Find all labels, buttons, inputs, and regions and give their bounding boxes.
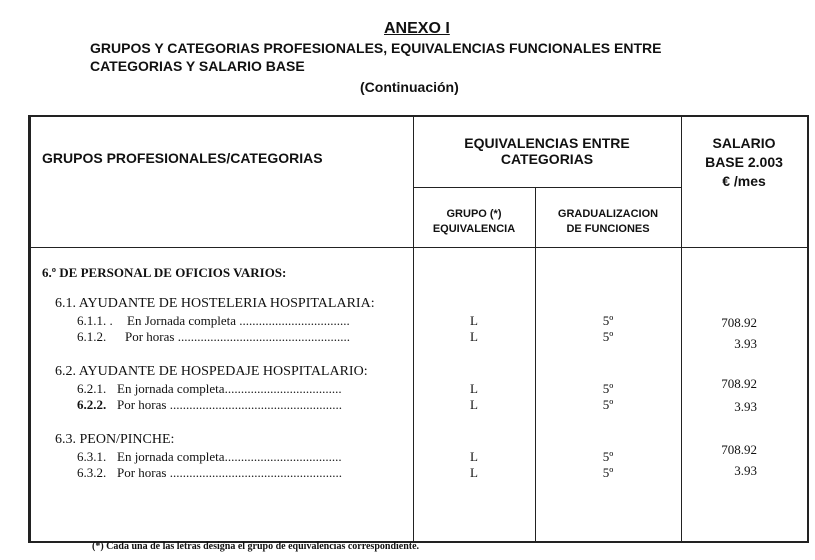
header-grupo (413, 207, 535, 237)
gradualizacion-value: 5º (602, 313, 614, 328)
section-title: 6.º DE PERSONAL DE OFICIOS VARIOS: (42, 265, 287, 280)
grupo-equivalencia-value: L (470, 397, 478, 412)
header-bottom-divider (28, 247, 809, 248)
category-number: 6.1.1. . (77, 313, 113, 328)
salary-value: 708.92 (721, 315, 757, 330)
category-number: 6.3.1. (77, 449, 107, 464)
header-equiv-line2: CATEGORIAS (500, 151, 594, 167)
header-equivalencias (413, 135, 681, 167)
column-divider (535, 187, 536, 543)
category-label: En jornada completa.................................... (117, 381, 342, 396)
category-number: 6.2.1. (77, 381, 107, 396)
salary-value: 708.92 (721, 442, 757, 457)
category-group-title: 6.2. AYUDANTE DE HOSPEDAJE HOSPITALARIO: (55, 364, 368, 379)
gradualizacion-value: 5º (602, 381, 614, 396)
header-gradualizacion (535, 207, 681, 237)
category-label: Por horas ..................................................... (117, 397, 342, 412)
header-divider (413, 187, 681, 188)
header-salary (681, 134, 807, 191)
grupo-equivalencia-value: L (470, 381, 478, 396)
category-group-title: 6.1. AYUDANTE DE HOSTELERIA HOSPITALARIA: (55, 296, 375, 311)
footnote: (*) Cada una de las letras designa el grupo de equivalencias correspondiente. (92, 541, 420, 552)
header-grad-line1: GRADUALIZACION (557, 208, 659, 220)
header-grupo-line1: GRUPO (*) (446, 208, 502, 220)
header-equiv-line1: EQUIVALENCIAS ENTRE (464, 135, 630, 151)
table-border-left (28, 115, 31, 543)
header-salary-line1: SALARIO (712, 135, 776, 151)
subtitle-line-1: GRUPOS Y CATEGORIAS PROFESIONALES, EQUIVALENCIAS FUNCIONALES ENTRE (90, 40, 662, 56)
table-border-top (28, 115, 809, 117)
header-grad-line2: DE FUNCIONES (566, 223, 650, 235)
table-border-right (807, 115, 809, 543)
annex-title: ANEXO I (384, 20, 450, 37)
category-label: Por horas ..................................................... (125, 329, 350, 344)
header-salary-line3: € /mes (722, 173, 766, 189)
grupo-equivalencia-value: L (470, 329, 478, 344)
salary-value: 3.93 (734, 336, 757, 351)
grupo-equivalencia-value: L (470, 449, 478, 464)
category-number: 6.2.2. (77, 397, 107, 412)
grupo-equivalencia-value: L (470, 313, 478, 328)
gradualizacion-value: 5º (602, 465, 614, 480)
continuation-label: (Continuación) (360, 79, 459, 95)
category-label: En Jornada completa .................................. (127, 313, 350, 328)
gradualizacion-value: 5º (602, 329, 614, 344)
header-grupo-line2: EQUIVALENCIA (432, 223, 516, 235)
category-number: 6.3.2. (77, 465, 107, 480)
subtitle-line-2: CATEGORIAS Y SALARIO BASE (90, 58, 305, 74)
grupo-equivalencia-value: L (470, 465, 478, 480)
category-number: 6.1.2. (77, 329, 107, 344)
category-label: Por horas ..................................................... (117, 465, 342, 480)
salary-value: 3.93 (734, 399, 757, 414)
header-groups: GRUPOS PROFESIONALES/CATEGORIAS (42, 150, 323, 166)
salary-value: 708.92 (721, 376, 757, 391)
salary-value: 3.93 (734, 463, 757, 478)
gradualizacion-value: 5º (602, 397, 614, 412)
gradualizacion-value: 5º (602, 449, 614, 464)
category-group-title: 6.3. PEON/PINCHE: (55, 432, 175, 447)
header-salary-line2: BASE 2.003 (705, 154, 783, 170)
category-label: En jornada completa.................................... (117, 449, 342, 464)
